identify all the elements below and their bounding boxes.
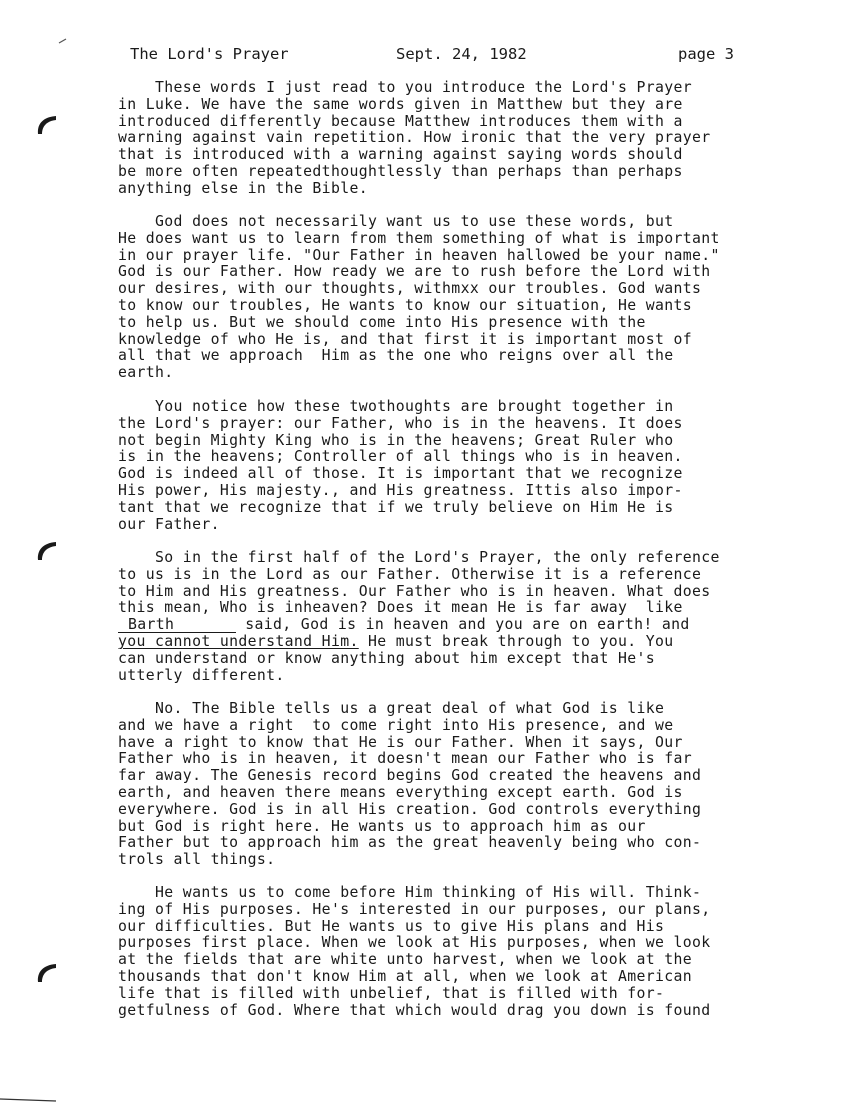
text-line: can understand or know anything about him except that He's [118, 649, 655, 667]
text-line: all that we approach Him as the one who reigns over all the [118, 347, 674, 365]
text-line: to know our troubles, He wants to know our situation, He wants [118, 296, 693, 314]
text-line: in our prayer life. "Our Father in heaven hallowed be your name." [118, 246, 720, 264]
text-line: this mean, Who is inheaven? Does it mean He is far away like [118, 599, 683, 617]
text-line: be more often repeatedthoughtlessly than perhaps than perhaps [118, 162, 683, 180]
text-line: You notice how these twothoughts are brought together in [118, 398, 674, 415]
text-fragment: He must break through to you. You [358, 632, 674, 650]
scan-speck [58, 38, 68, 44]
document-title: The Lord's Prayer [130, 45, 289, 63]
text-line: everywhere. God is in all His creation. God controls everything [118, 800, 702, 818]
text-line: Father who is in heaven, it doesn't mean our Father who is far [118, 750, 693, 768]
paragraph-3 [118, 399, 683, 533]
text-line: at the fields that are white unto harvest, when we look at the [118, 951, 693, 969]
text-line: have a right to know that He is our Father. When it says, Our [118, 733, 683, 751]
text-line: that is introduced with a warning against saying words should [118, 146, 683, 164]
text-line: far away. The Genesis record begins God created the heavens and [118, 767, 702, 785]
inserted-name: Barth [128, 616, 175, 634]
text-line: His power, His majesty., and His greatness. Ittis also impor- [118, 481, 683, 499]
text-line: knowledge of who He is, and that first it is important most of [118, 330, 693, 348]
text-line: He does want us to learn from them something of what is important [118, 229, 720, 247]
text-line: warning against vain repetition. How ironic that the very prayer [118, 129, 711, 147]
text-line: tant that we recognize that if we truly believe on Him He is [118, 498, 674, 516]
text-line: to us is in the Lord as our Father. Otherwise it is a reference [118, 565, 702, 583]
document-date: Sept. 24, 1982 [396, 45, 527, 63]
binder-hole-mark [34, 960, 60, 986]
text-line: in Luke. We have the same words given in Matthew but they are [118, 95, 683, 113]
underlined-text: you cannot understand Him. [118, 632, 359, 650]
text-line: anything else in the Bible. [118, 179, 368, 197]
text-line: introduced differently because Matthew introduces them with a [118, 112, 683, 130]
text-line: life that is filled with unbelief, that is filled with for- [118, 984, 665, 1002]
text-line: No. The Bible tells us a great deal of what God is like [118, 700, 665, 717]
paragraph-4 [118, 550, 720, 684]
text-line: not begin Mighty King who is in the heavens; Great Ruler who [118, 431, 674, 449]
text-line: earth. [118, 364, 174, 382]
text-line: but God is right here. He wants us to approach him as our [118, 817, 646, 835]
text-line: to Him and His greatness. Our Father who is in heaven. What does [118, 582, 711, 600]
page-header [130, 44, 770, 64]
paragraph-6 [118, 885, 711, 1019]
text-line: is in the heavens; Controller of all things who is in heaven. [118, 448, 683, 466]
text-line: thousands that don't know Him at all, when we look at American [118, 967, 693, 985]
text-line: utterly different. [118, 666, 285, 684]
text-line: to help us. But we should come into His presence with the [118, 313, 646, 331]
text-line: earth, and heaven there means everything except earth. God is [118, 783, 683, 801]
scan-edge-mark [0, 1092, 60, 1102]
text-line: the Lord's prayer: our Father, who is in the heavens. It does [118, 414, 683, 432]
paragraph-1 [118, 80, 711, 198]
text-line: getfulness of God. Where that which would drag you down is found [118, 1001, 711, 1019]
text-line: and we have a right to come right into His presence, and we [118, 716, 674, 734]
binder-hole-mark [34, 112, 60, 138]
text-line: our difficulties. But He wants us to give His plans and His [118, 917, 665, 935]
text-line: ing of His purposes. He's interested in our purposes, our plans, [118, 900, 711, 918]
paragraph-2 [118, 214, 720, 382]
text-line: trols all things. [118, 851, 276, 869]
paragraph-5 [118, 701, 701, 869]
text-line: These words I just read to you introduce the Lord's Prayer [118, 79, 693, 96]
text-line: our Father. [118, 515, 220, 533]
page-number: page 3 [678, 45, 734, 63]
text-line: God is our Father. How ready we are to rush before the Lord with [118, 263, 711, 281]
text-line: He wants us to come before Him thinking of His will. Think- [118, 884, 702, 901]
text-line: So in the first half of the Lord's Prayer, the only reference [118, 549, 720, 566]
text-line: God is indeed all of those. It is important that we recognize [118, 465, 683, 483]
text-line [118, 634, 720, 651]
text-line: God does not necessarily want us to use these words, but [118, 213, 674, 230]
text-line: our desires, with our thoughts, withmxx our troubles. God wants [118, 280, 702, 298]
binder-hole-mark [34, 538, 60, 564]
text-line [118, 617, 720, 634]
text-line: Father but to approach him as the great heavenly being who con- [118, 834, 702, 852]
text-line: purposes first place. When we look at His purposes, when we look [118, 934, 711, 952]
text-fragment: said, God is in heaven and you are on earth! and [236, 616, 690, 634]
handwritten-name-blank [118, 618, 236, 633]
